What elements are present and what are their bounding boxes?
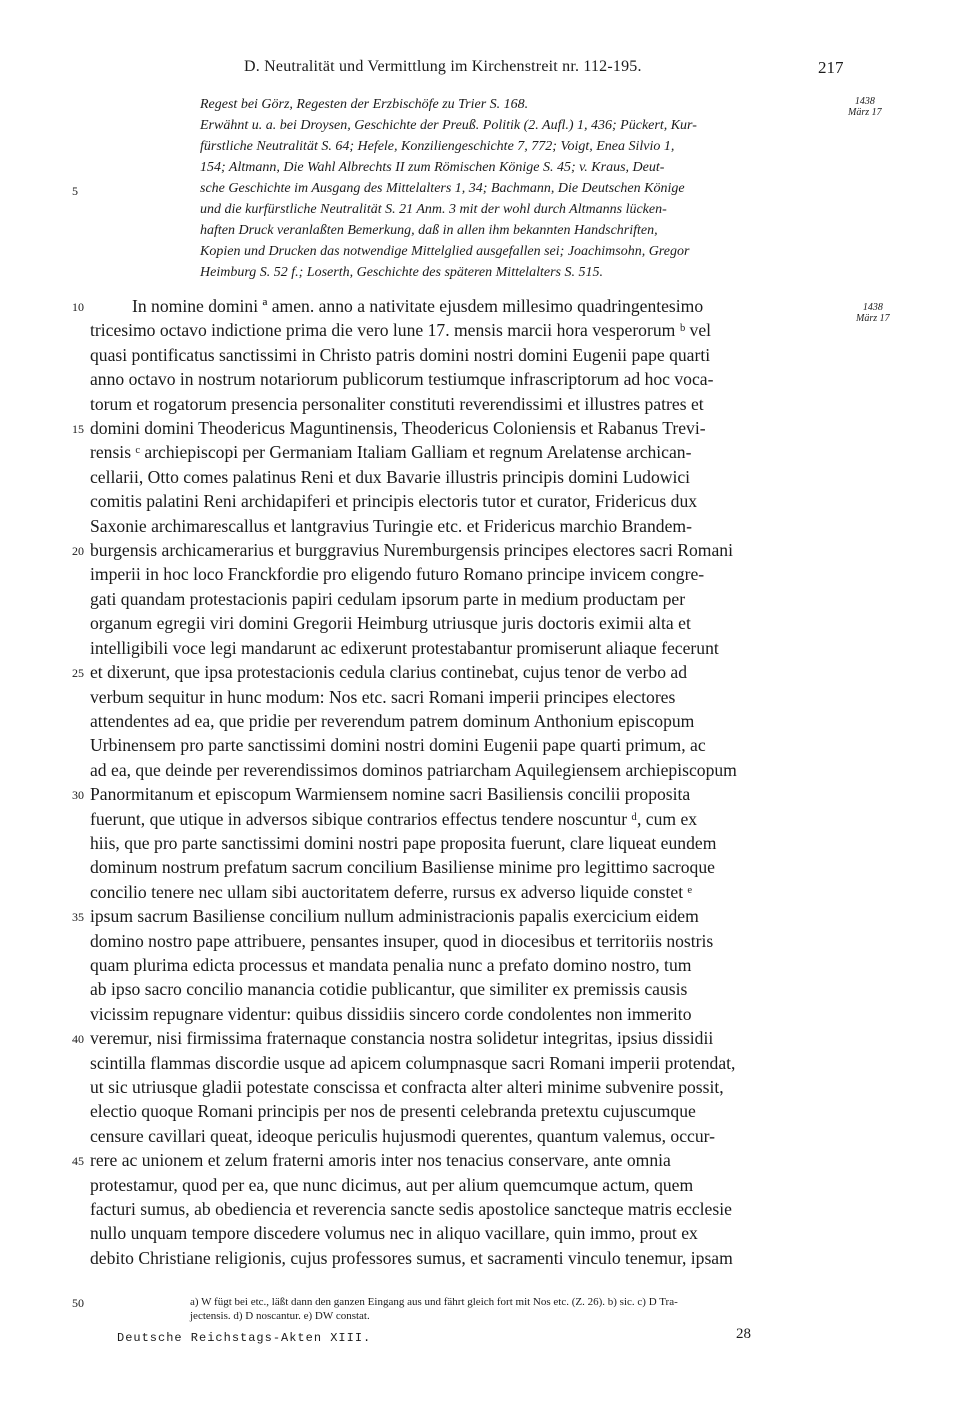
- line-number: 25: [72, 666, 84, 680]
- margin-date-main: [856, 302, 890, 324]
- text-line: domini domini Theodericus Maguntinensis, Theodericus Coloniensis et Rabanus Trevi-: [90, 418, 706, 439]
- line-number: 35: [72, 910, 84, 924]
- footnotes: [190, 1295, 678, 1323]
- footnote-line: jectensis. d) D noscantur. e) DW constat.: [190, 1310, 370, 1322]
- text-line: facturi sumus, ab obediencia et reverencia sancte sedis apostolice sancteque matris ecclesie: [90, 1199, 732, 1220]
- text-line: protestamur, quod per ea, que nunc dicimus, aut per alium quemcumque actum, quem: [90, 1174, 694, 1195]
- text-line: tricesimo octavo indictione prima die vero lune 17. mensis marcii hora vesperorum ᵇ vel: [90, 320, 712, 341]
- text-line: Saxonie archimarescallus et lantgravius Turingie etc. et Fridericus marchio Brandem-: [90, 515, 692, 536]
- page-number: 217: [818, 58, 844, 77]
- line-number: 10: [72, 300, 84, 314]
- text-line: scintilla flammas discordie usque ad apicem columpnasque sacri Romani imperii protendat,: [90, 1052, 736, 1073]
- text-line: Panormitanum et episcopum Warmiensem nomine sacri Basiliensis concilii proposita: [90, 784, 691, 805]
- text-line: rere ac unionem et zelum fraterni amoris inter nos tenacius conservare, ante omnia: [90, 1150, 671, 1171]
- regest-line: Heimburg S. 52 f.; Loserth, Geschichte des späteren Mittelalters S. 515.: [200, 265, 603, 280]
- text-line: Urbinensem pro parte sanctissimi domini nostri domini Eugenii pape quarti primum, ac: [90, 735, 706, 756]
- text-line: fuerunt, que utique in adversos sibique contrarios effectus tendere noscuntur ᵈ, cum ex: [90, 808, 698, 829]
- regest-line: und die kurfürstliche Neutralität S. 21 Anm. 3 mit der wohl durch Altmanns lücken-: [200, 202, 667, 217]
- text-line: intelligibili voce legi mandarunt ac edixerunt protestabantur promiserunt aliaque fecerunt: [90, 637, 719, 658]
- text-line: comitis palatini Reni archidapiferi et principis electoris tutor et curator, Fridericus dux: [90, 491, 698, 512]
- regest-line: Regest bei Görz, Regesten der Erzbischöfe zu Trier S. 168.: [200, 97, 529, 112]
- line-number: 20: [72, 544, 84, 558]
- document-body: [90, 294, 850, 1270]
- text-line: organum egregii viri domini Gregorii Heimburg utriusque juris doctoris eximii alta et: [90, 613, 691, 634]
- text-line: quasi pontificatus sanctissimi in Christo patris domini nostri domini Eugenii pape quarti: [90, 344, 711, 365]
- text-line: dominum nostrum prefatum sacrum concilium Basiliense minime pro legittimo sacroque: [90, 857, 715, 878]
- text-line: veremur, nisi firmissima fraternaque constancia nostra solidetur integritas, ipsius dissidii: [90, 1028, 714, 1049]
- text-line: In nomine domini ª amen. anno a nativitate ejusdem millesimo quadringentesimo: [132, 296, 704, 316]
- text-line: attendentes ad ea, que pridie per reverendum patrem dominum Anthonium episcopum: [90, 710, 695, 731]
- line-number: 30: [72, 788, 84, 802]
- text-line: domino nostro pape attribuere, pensantes insuper, quod in diocesibus et territoriis nostris: [90, 930, 714, 951]
- margin-year: 1438: [854, 96, 875, 107]
- line-number: 50: [72, 1296, 84, 1310]
- margin-date-top: [848, 96, 882, 118]
- text-line: cellarii, Otto comes palatinus Reni et dux Bavarie illustris principis domini Ludowici: [90, 466, 691, 487]
- text-line: burgensis archicamerarius et burggravius Nuremburgensis principes electores sacri Romani: [90, 540, 733, 561]
- text-line: concilio tenere nec ullam sibi auctoritatem deferre, rursus ex adverso liquide constet ᵉ: [90, 881, 692, 902]
- running-title: D. Neutralität und Vermittlung im Kirchenstreit nr. 112-195.: [244, 58, 642, 75]
- text-line: ipsum sacrum Basiliense concilium nullum administracionis papalis exercicium eidem: [90, 906, 699, 927]
- regest-line: haften Druck veranlaßten Bemerkung, daß in allen ihm bekannten Handschriften,: [200, 223, 658, 238]
- sheet-signature: 28: [736, 1326, 751, 1342]
- text-line: imperii in hoc loco Franckfordie pro eligendo futuro Romano principe invicem congre-: [90, 564, 705, 585]
- text-line: ad ea, que deinde per reverendissimos dominos patriarcham Aquilegiensem archiepiscopum: [90, 759, 737, 780]
- text-line: gati quandam protestacionis papiri cedulam ipsorum parte in medium productam per: [90, 588, 686, 609]
- line-number: 15: [72, 422, 84, 436]
- line-number: 40: [72, 1032, 84, 1046]
- line-number: 5: [72, 184, 78, 198]
- regest-line: 154; Altmann, Die Wahl Albrechts II zum Römischen Könige S. 45; v. Kraus, Deut-: [200, 160, 665, 175]
- regest-line: fürstliche Neutralität S. 64; Hefele, Konziliengeschichte 7, 772; Voigt, Enea Silvio 1,: [200, 139, 675, 154]
- margin-day: März 17: [856, 313, 890, 324]
- regest-block: [200, 94, 697, 283]
- regest-line: Kopien und Drucken das notwendige Mittelglied ausgefallen sei; Joachimsohn, Gregor: [200, 244, 690, 259]
- footnote-line: a) W fügt bei etc., läßt dann den ganzen Eingang aus und fährt gleich fort mit Nos etc. (Z. 26). b) sic. c) D Tra-: [190, 1296, 678, 1308]
- series-title: Deutsche Reichstags-Akten XIII.: [117, 1331, 372, 1345]
- text-line: electio quoque Romani principis per nos de presenti celebranda pretextu cujuscumque: [90, 1101, 696, 1122]
- text-line: ab ipso sacro concilio manancia cotidie publicantur, que similiter ex premissis causis: [90, 979, 688, 1000]
- text-line: ut sic utriusque gladii potestate conscissa et confracta alter alteri minime subvenire possit,: [90, 1077, 724, 1097]
- text-line: torum et rogatorum presencia personaliter constituti reverendissimi et illustres patres et: [90, 393, 704, 414]
- regest-line: Erwähnt u. a. bei Droysen, Geschichte der Preuß. Politik (2. Aufl.) 1, 436; Pückert, Kur-: [200, 118, 697, 133]
- text-line: debito Christiane religionis, cujus professores sumus, et sacramenti vinculo tenemur, ipsam: [90, 1247, 733, 1268]
- text-line: nullo unquam tempore discedere volumus nec in aliquo vacillare, quin immo, prout ex: [90, 1223, 698, 1244]
- text-line: rensis ᶜ archiepiscopi per Germaniam Italiam Galliam et regnum Arelatense archican-: [90, 442, 692, 463]
- line-number: 45: [72, 1154, 84, 1168]
- text-line: vicissim repugnare videntur: quibus dissidiis sincero corde condolentes non immerito: [90, 1003, 692, 1024]
- text-line: verbum sequitur in hunc modum: Nos etc. sacri Romani imperii principes electores: [90, 686, 676, 707]
- text-line: et dixerunt, que ipsa protestacionis cedula clarius continebat, cujus tenor de verbo ad: [90, 662, 688, 683]
- text-line: quam plurima edicta processus et mandata penalia nunc a prefato domino nostro, tum: [90, 954, 692, 975]
- regest-line: sche Geschichte im Ausgang des Mittelalters 1, 34; Bachmann, Die Deutschen Könige: [200, 181, 685, 196]
- text-line: anno octavo in nostrum notariorum publicorum testiumque infrascriptorum ad hoc voca-: [90, 369, 714, 390]
- margin-day: März 17: [848, 107, 882, 118]
- text-line: censure cavillari queat, ideoque periculis hujusmodi querentes, quantum valemus, occur-: [90, 1125, 715, 1146]
- margin-year: 1438: [862, 302, 883, 313]
- text-line: hiis, que pro parte sanctissimi domini nostri pape proposita fuerunt, clare liqueat eundem: [90, 832, 717, 853]
